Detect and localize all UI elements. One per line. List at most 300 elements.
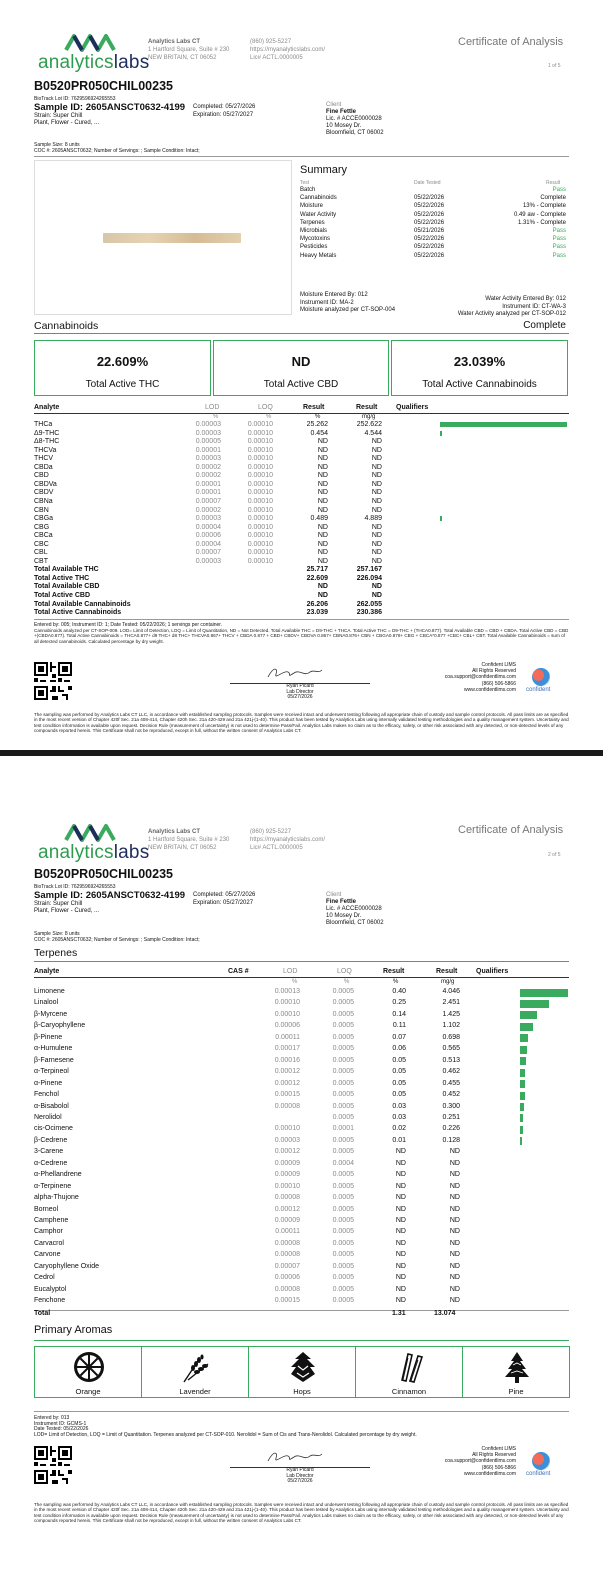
cann-lod: 0.00004: [195, 540, 221, 548]
terp-result-pct: ND: [395, 1262, 406, 1270]
total-cbd-card: ND Total Active CBD: [213, 340, 389, 396]
terp-loq: 0.0005: [332, 1010, 354, 1018]
terp-result-pct: ND: [395, 1194, 406, 1202]
terp-col-result-mg: Result: [436, 968, 458, 975]
page-number: 1 of 5: [548, 63, 561, 69]
terp-result-pct: ND: [395, 1297, 406, 1305]
terp-lod: 0.00010: [274, 1125, 300, 1133]
terp-analyte: alpha-Thujone: [34, 1194, 79, 1202]
confident-lims-info: Confident LIMS All Rights Reserved coa.support@confidentlims.com (866) 506-5866 www.confidentlims.com: [444, 662, 516, 693]
cann-result-mg: 226.094: [356, 574, 382, 582]
cann-analyte: Total Active Cannabinoids: [34, 609, 122, 617]
terp-qualifier-bar: [520, 1046, 527, 1054]
expiration-date: Expiration: 05/27/2027: [193, 112, 254, 118]
cann-analyte: CBL: [34, 549, 48, 557]
cann-analyte: Total Active THC: [34, 574, 90, 582]
cann-result-mg: ND: [371, 523, 382, 531]
terp-analyte: α-Terpineol: [34, 1068, 69, 1076]
terp-unit-mg: mg/g: [441, 979, 455, 985]
terp-lod: 0.00017: [274, 1045, 300, 1053]
terp-lod: 0.00011: [275, 1033, 300, 1041]
terp-analyte: Borneol: [34, 1205, 59, 1213]
lab-contact: (860) 925-5227 https://myanalyticslabs.com/ Lic# ACTL.0000005: [250, 39, 326, 61]
summary-col-test: Test: [300, 180, 310, 186]
strain: Strain: Super Chill: [34, 113, 83, 119]
cann-result-mg: ND: [371, 446, 382, 454]
terp-result-pct: 0.01: [392, 1136, 406, 1144]
aroma-card-lavender: Lavender: [141, 1346, 249, 1398]
terp-lod: 0.00012: [274, 1079, 300, 1087]
summary-result: Complete: [540, 195, 566, 202]
confident-logo-icon: [532, 1452, 550, 1470]
terp-lod: 0.00007: [274, 1262, 300, 1270]
terp-result-pct: ND: [395, 1274, 406, 1282]
terp-lod: 0.00008: [274, 1102, 300, 1110]
terp-lod: 0.00008: [274, 1251, 300, 1259]
terp-result-pct: 0.03: [392, 1102, 406, 1110]
cann-result-mg: ND: [371, 489, 382, 497]
terp-qualifier-bar: [520, 1023, 533, 1031]
summary-date: 05/22/2026: [414, 244, 445, 251]
cann-result-mg: 262.055: [356, 600, 382, 608]
signature-block: Ryan Picard Lab Director 05/27/2026: [286, 1467, 314, 1484]
terp-loq: 0.0005: [332, 1262, 354, 1270]
terp-result-pct: 0.14: [392, 1010, 406, 1018]
terp-qualifier-bar: [520, 1103, 524, 1111]
cann-loq: 0.00010: [247, 480, 273, 488]
aroma-card-hops: Hops: [248, 1346, 356, 1398]
cann-lod: 0.00006: [195, 532, 221, 540]
batch-id: B0520PR050CHIL00235: [34, 867, 173, 881]
cann-result-pct: 0.489: [310, 515, 328, 523]
confident-brand: confident: [526, 687, 551, 693]
completed-date: Completed: 05/27/2026: [193, 104, 256, 110]
cann-analyte: THCV: [34, 455, 54, 463]
qr-code-icon: [34, 662, 72, 700]
terp-analyte: Fenchone: [34, 1297, 66, 1305]
cann-result-pct: ND: [317, 463, 328, 471]
confident-logo-icon: [532, 668, 550, 686]
cann-loq: 0.00010: [247, 472, 273, 480]
terp-result-mg: 0.462: [442, 1068, 460, 1076]
cann-lod: 0.00003: [195, 421, 221, 428]
terp-loq: 0.0005: [332, 1285, 354, 1293]
summary-result: 1.31% - Complete: [517, 219, 566, 226]
cann-result-mg: ND: [371, 540, 382, 548]
cann-lod: 0.00003: [195, 455, 221, 463]
terp-lod: 0.00006: [274, 1274, 300, 1282]
terp-result-pct: ND: [395, 1217, 406, 1224]
terp-loq: 0.0005: [332, 1056, 354, 1064]
cann-analyte: CBDV: [34, 489, 54, 497]
terp-analyte: Cedrol: [34, 1274, 55, 1282]
terp-analyte: β-Farnesene: [34, 1056, 74, 1064]
cann-analyte: Total Available THC: [34, 566, 99, 574]
terp-lod: 0.00012: [274, 1148, 300, 1156]
summary-result: 13% - Complete: [522, 203, 566, 210]
terp-result-pct: ND: [395, 1205, 406, 1213]
terp-result-pct: ND: [395, 1159, 406, 1167]
terp-result-mg: ND: [449, 1217, 460, 1224]
cann-analyte: Total Active CBD: [34, 592, 91, 599]
cann-loq: 0.00010: [247, 523, 273, 531]
terp-loq: 0.0005: [332, 1251, 354, 1259]
terp-unit-lod: %: [292, 979, 298, 985]
signature-icon: [264, 664, 324, 682]
total-cannabinoids-card: 23.039% Total Active Cannabinoids: [391, 340, 568, 396]
summary-result: Pass: [552, 187, 566, 193]
cann-col-result-mg: Result: [356, 404, 378, 411]
cann-result-mg: 230.386: [356, 609, 382, 617]
terp-result-pct: 0.05: [392, 1068, 406, 1076]
terp-lod: 0.00009: [274, 1171, 300, 1179]
terp-unit-loq: %: [344, 979, 350, 985]
cann-note-method: Cannabinoids analyzed per CT-SOP-009. LOD= Limit of Detection, LOQ = Limit of Quantitation, ND = Not Detected. Total Available THC = D9-THC + THCA. Total Active THC = D9-THC + (THCA0.877). Total Available CBD = CBD + CBDA. Total Active CBD = CBD +(CBDA0.877). Total Active Cannabinoids = THCA0.877+ d9 THC+ d8 THC+ THCVA0.867+ THCV + CBDA 0.877 + CBD+ CBDV+ CBDVA 0.867+ CBNA0.876+ CBN + CBGA0.878+ CBG + CBCA*0.877 +CBC+ CBL+ CBT. Total Available Cannabinoids = sum of all detected cannabinoids. Calculated percentage by dry weight.: [34, 628, 569, 644]
terp-lod: 0.00008: [274, 1194, 300, 1202]
terp-result-mg: 0.452: [442, 1091, 460, 1099]
cann-analyte: THCVa: [34, 446, 57, 454]
terp-result-pct: 0.07: [392, 1033, 406, 1041]
terp-col-qualifiers: Qualifiers: [476, 968, 509, 975]
summary-date: 05/22/2026: [414, 203, 445, 210]
summary-test: Cannabinoids: [300, 195, 337, 202]
terp-result-mg: 0.251: [442, 1113, 460, 1121]
terp-analyte: α-Cedrene: [34, 1159, 68, 1167]
coc-line: COC #: 2605ANSCT0632; Number of Servings: ; Sample Condition: Intact;: [34, 937, 200, 943]
expiration-date: Expiration: 05/27/2027: [193, 900, 254, 906]
terp-result-mg: 2.451: [442, 999, 460, 1007]
terp-col-cas: CAS #: [228, 968, 249, 975]
terp-analyte: cis-Ocimene: [34, 1125, 73, 1133]
terp-result-pct: ND: [395, 1228, 406, 1236]
terp-qualifier-bar: [520, 1000, 549, 1008]
cann-loq: 0.00010: [247, 506, 273, 514]
terp-result-mg: 0.226: [442, 1125, 460, 1133]
terp-analyte: Limonene: [34, 988, 65, 995]
cann-lod: 0.00001: [195, 489, 221, 497]
terp-loq: 0.0005: [332, 1045, 354, 1053]
terp-result-pct: 0.03: [392, 1113, 406, 1121]
terp-total-label: Total: [34, 1310, 51, 1317]
terp-col-result: Result: [383, 968, 405, 975]
sample-size: Sample Size: 8 units: [34, 931, 80, 937]
cann-lod: 0.00007: [195, 549, 221, 557]
terp-analyte: Eucalyptol: [34, 1285, 67, 1293]
terp-result-mg: ND: [449, 1285, 460, 1293]
aroma-card-pine: Pine: [462, 1346, 570, 1398]
terp-result-pct: ND: [395, 1148, 406, 1156]
terp-loq: 0.0005: [332, 1274, 354, 1282]
summary-result: Pass: [552, 252, 566, 259]
page-number: 2 of 5: [548, 852, 561, 858]
terp-analyte: α-Pinene: [34, 1079, 63, 1087]
summary-date: 05/21/2026: [414, 228, 445, 234]
terp-qualifier-bar: [520, 989, 568, 997]
terp-loq: 0.0005: [332, 1182, 354, 1190]
terp-lod: 0.00009: [274, 1217, 300, 1224]
cann-analyte: CBDa: [34, 463, 53, 471]
terp-result-mg: 0.698: [442, 1033, 460, 1041]
cann-lod: 0.00007: [195, 497, 221, 505]
terp-result-mg: 1.425: [442, 1010, 460, 1018]
terp-lod: 0.00015: [274, 1297, 300, 1305]
terp-result-mg: 0.513: [442, 1056, 460, 1064]
cann-result-pct: ND: [317, 480, 328, 488]
cann-analyte: THCa: [34, 421, 53, 428]
cann-note-entered: Entered by: 005; Instrument ID: 1; Date Tested: 05/22/2026; 1 servings per container.: [34, 622, 223, 628]
cann-result-mg: ND: [371, 480, 382, 488]
aroma-card-orange: Orange: [34, 1346, 142, 1398]
cann-lod: 0.00002: [195, 506, 221, 514]
doc-title: Certificate of Analysis: [458, 36, 564, 48]
cann-loq: 0.00010: [247, 429, 273, 437]
cinnamon-icon: [392, 1350, 428, 1384]
cann-result-pct: 0.454: [310, 429, 328, 437]
cann-result-mg: ND: [371, 532, 382, 540]
cann-result-pct: ND: [317, 583, 328, 591]
cann-analyte: CBD: [34, 472, 49, 480]
terp-result-pct: 0.11: [392, 1022, 406, 1030]
terp-analyte: Linalool: [34, 999, 59, 1007]
terp-loq: 0.0005: [332, 1171, 354, 1179]
logo-wordmark: analyticslabs: [38, 52, 150, 73]
terp-lod: 0.00015: [274, 1091, 300, 1099]
summary-title: Summary: [300, 164, 348, 176]
terp-total-mg: 13.074: [434, 1310, 456, 1317]
cann-result-pct: ND: [317, 489, 328, 497]
terp-analyte: β-Myrcene: [34, 1010, 68, 1018]
terp-result-mg: ND: [449, 1171, 460, 1179]
terp-lod: 0.00012: [274, 1068, 300, 1076]
terp-result-mg: ND: [449, 1194, 460, 1202]
strain: Strain: Super Chill: [34, 901, 83, 907]
terp-result-mg: ND: [449, 1297, 460, 1305]
terp-loq: 0.0005: [332, 1239, 354, 1247]
terp-lod: 0.00010: [274, 1182, 300, 1190]
cann-result-mg: 252.622: [356, 421, 382, 428]
cann-unit-result: %: [315, 414, 321, 420]
summary-test: Microbials: [300, 228, 328, 234]
cann-analyte: CBN: [34, 506, 49, 514]
terp-loq: 0.0005: [332, 1228, 354, 1236]
cann-result-pct: ND: [317, 549, 328, 557]
terp-loq: 0.0005: [332, 999, 354, 1007]
terp-result-pct: 0.05: [392, 1056, 406, 1064]
summary-date: 05/22/2026: [414, 219, 445, 226]
cann-result-mg: ND: [371, 592, 382, 599]
cann-result-pct: ND: [317, 532, 328, 540]
cann-result-mg: ND: [371, 506, 382, 514]
cann-loq: 0.00010: [247, 421, 273, 428]
cann-loq: 0.00010: [247, 463, 273, 471]
cann-loq: 0.00010: [247, 489, 273, 497]
terp-lod: 0.00003: [274, 1136, 300, 1144]
cann-loq: 0.00010: [247, 446, 273, 454]
cann-result-pct: 25.717: [306, 566, 328, 574]
terp-result-pct: 0.40: [392, 988, 406, 995]
terp-lod: 0.00009: [274, 1159, 300, 1167]
cann-result-mg: ND: [371, 455, 382, 463]
terp-result-pct: 0.02: [392, 1125, 406, 1133]
terp-lod: 0.00010: [274, 999, 300, 1007]
cann-result-mg: ND: [371, 549, 382, 557]
terp-result-mg: ND: [449, 1159, 460, 1167]
cann-loq: 0.00010: [247, 515, 273, 523]
terp-lod: 0.00012: [274, 1205, 300, 1213]
cann-analyte: Δ8-THC: [34, 438, 60, 446]
terp-qualifier-bar: [520, 1011, 537, 1019]
terp-loq: 0.0005: [332, 1297, 354, 1305]
cann-loq: 0.00010: [247, 455, 273, 463]
cann-qualifier-bar: [440, 422, 567, 427]
cann-result-pct: ND: [317, 446, 328, 454]
terp-analyte: α-Bisabolol: [34, 1102, 69, 1110]
cann-lod: 0.00003: [195, 429, 221, 437]
summary-result: 0.49 aw - Complete: [513, 211, 566, 218]
terp-analyte: β-Cedrene: [34, 1136, 68, 1144]
cann-result-mg: ND: [371, 557, 382, 565]
cann-loq: 0.00010: [247, 557, 273, 565]
cann-col-loq: LOQ: [258, 404, 273, 411]
lab-info: Analytics Labs CT 1 Hartford Square, Suite # 230 NEW BRITAIN, CT 06052: [148, 39, 230, 61]
terp-lod: 0.00010: [274, 1010, 300, 1018]
terp-analyte: α-Terpinene: [34, 1182, 72, 1190]
cannabinoids-title: Cannabinoids: [34, 320, 99, 332]
completed-date: Completed: 05/27/2026: [193, 892, 256, 898]
terp-result-pct: ND: [395, 1182, 406, 1190]
terp-loq: 0.0005: [332, 1022, 354, 1030]
confident-lims-info: Confident LIMS All Rights Reserved coa.support@confidentlims.com (866) 506-5866 www.confidentlims.com: [444, 1446, 516, 1477]
terp-result-pct: ND: [395, 1285, 406, 1293]
terp-analyte: Nerolidol: [34, 1113, 62, 1121]
terp-result-mg: 0.455: [442, 1079, 460, 1087]
terp-result-pct: ND: [395, 1239, 406, 1247]
terp-analyte: Carvone: [34, 1251, 61, 1259]
cann-analyte: CBCa: [34, 532, 53, 540]
cannabinoids-status: Complete: [523, 320, 566, 331]
terp-result-mg: ND: [449, 1148, 460, 1156]
client-info: Client Fine Fettle Lic. # ACCE0000028 10 Mosey Dr. Bloomfield, CT 06002: [326, 892, 384, 926]
terp-lod: 0.00011: [275, 1228, 300, 1236]
cann-analyte: CBDVa: [34, 480, 57, 488]
cann-result-mg: ND: [371, 497, 382, 505]
cann-result-mg: 257.167: [356, 566, 382, 574]
terp-loq: 0.0005: [332, 988, 354, 995]
cann-result-pct: ND: [317, 523, 328, 531]
summary-date: 05/22/2026: [414, 195, 445, 202]
terp-result-mg: ND: [449, 1251, 460, 1259]
summary-test: Mycotoxins: [300, 236, 331, 243]
terp-result-mg: 0.565: [442, 1045, 460, 1053]
cann-result-pct: ND: [317, 455, 328, 463]
terp-qualifier-bar: [520, 1126, 523, 1134]
terp-loq: 0.0005: [332, 1194, 354, 1202]
biotrack-id: BioTrack Lot ID: 7629596924265553: [34, 96, 116, 102]
cann-unit-lod: %: [213, 414, 219, 420]
sample-type: Plant, Flower - Cured, ...: [34, 120, 100, 126]
logo-mark-icon: [64, 820, 116, 842]
disclaimer: The sampling was performed by Analytics Labs CT LLC, in accordance with established sampling protocols. Samples were received intact and underwent testing following all appropriate chain of custody and sample control protocols. All pass limits are as specified in the most recent version of Chapter 420f Sec. 21a 408-414, Chapter 420h Sec. 21a 420-429 and 21a 421j-(1-40). This product has been tested by Analytics Labs using internally validated testing methodologies and a quality management system. Uncertainty and test condition information is available upon request. Decision Rule (measurement of uncertainty) is not used to determine Pass/Fail. Analytics Labs makes no claim as to the efficacy, safety, or other risk associated with any detected, or non-detected levels of any compounds reported herein. This Certificate shall not be reproduced, except in full, without the written consent of Analytics Labs CT.: [34, 712, 569, 734]
terp-qualifier-bar: [520, 1080, 525, 1088]
doc-title: Certificate of Analysis: [458, 824, 564, 836]
pine-tree-icon: [499, 1350, 535, 1384]
summary-result: Pass: [552, 236, 566, 243]
terp-lod: 0.00006: [274, 1022, 300, 1030]
terp-analyte: α-Phellandrene: [34, 1171, 82, 1179]
cann-result-pct: 22.609: [306, 574, 328, 582]
terp-unit-result: %: [393, 979, 399, 985]
terp-result-mg: ND: [449, 1228, 460, 1236]
terp-result-mg: 4.046: [442, 988, 460, 995]
orange-icon: [71, 1350, 107, 1384]
terp-analyte: Carvacrol: [34, 1239, 64, 1247]
terp-loq: 0.0005: [332, 1217, 354, 1224]
terp-loq: 0.0005: [332, 1102, 354, 1110]
lavender-icon: [178, 1350, 214, 1384]
terp-analyte: β-Caryophyllene: [34, 1022, 86, 1030]
cann-result-pct: 25.262: [306, 421, 328, 428]
terp-result-pct: ND: [395, 1251, 406, 1259]
cann-analyte: Total Available Cannabinoids: [34, 600, 131, 608]
cann-loq: 0.00010: [247, 497, 273, 505]
sample-id: Sample ID: 2605ANSCT0632-4199: [34, 890, 186, 901]
terp-result-pct: 0.25: [392, 999, 406, 1007]
terp-loq: 0.0005: [332, 1068, 354, 1076]
hops-icon: [285, 1350, 321, 1384]
cann-analyte: Δ9-THC: [34, 429, 60, 437]
lab-info: Analytics Labs CT 1 Hartford Square, Suite # 230 NEW BRITAIN, CT 06052: [148, 829, 230, 851]
sample-size: Sample Size: 8 units: [34, 142, 80, 148]
terp-analyte: Caryophyllene Oxide: [34, 1262, 99, 1270]
terp-loq: 0.0005: [332, 1113, 354, 1121]
cann-result-pct: ND: [317, 592, 328, 599]
cann-result-pct: ND: [317, 506, 328, 514]
cann-lod: 0.00001: [195, 446, 221, 454]
summary-date: 05/22/2026: [414, 252, 445, 259]
terp-qualifier-bar: [520, 1114, 523, 1122]
total-thc-card: 22.609% Total Active THC: [34, 340, 211, 396]
cann-lod: 0.00002: [195, 463, 221, 471]
batch-id: B0520PR050CHIL00235: [34, 79, 173, 93]
logo-mark-icon: [64, 30, 116, 52]
terp-col-loq: LOQ: [337, 968, 352, 975]
cann-result-pct: ND: [317, 497, 328, 505]
terp-result-mg: 0.128: [442, 1136, 460, 1144]
terp-lod: 0.00008: [274, 1285, 300, 1293]
summary-col-date: Date Tested: [414, 180, 441, 186]
terp-result-mg: ND: [449, 1274, 460, 1282]
page-separator: [0, 750, 603, 790]
summary-test: Moisture: [300, 203, 324, 210]
cann-analyte: CBG: [34, 523, 50, 531]
cann-lod: 0.00005: [195, 438, 221, 446]
cann-lod: 0.00004: [195, 523, 221, 531]
terp-result-mg: ND: [449, 1262, 460, 1270]
terp-analyte: β-Pinene: [34, 1033, 63, 1041]
cann-col-lod: LOD: [205, 404, 220, 411]
biotrack-id: BioTrack Lot ID: 7629596924265553: [34, 884, 116, 890]
terp-result-mg: ND: [449, 1239, 460, 1247]
terp-qualifier-bar: [520, 1069, 525, 1077]
cann-lod: 0.00003: [195, 515, 221, 523]
water-activity-info: Water Activity Entered By: 012 Instrument ID: CT-WA-3 Water Activity analyzed per CT-SOP-012: [457, 296, 566, 317]
cann-loq: 0.00010: [247, 532, 273, 540]
cann-unit-mg: mg/g: [362, 414, 376, 420]
cann-qualifier-bar: [440, 516, 442, 521]
sample-id: Sample ID: 2605ANSCT0632-4199: [34, 102, 186, 113]
terp-lod: 0.00013: [274, 988, 300, 995]
cann-result-mg: ND: [371, 583, 382, 591]
